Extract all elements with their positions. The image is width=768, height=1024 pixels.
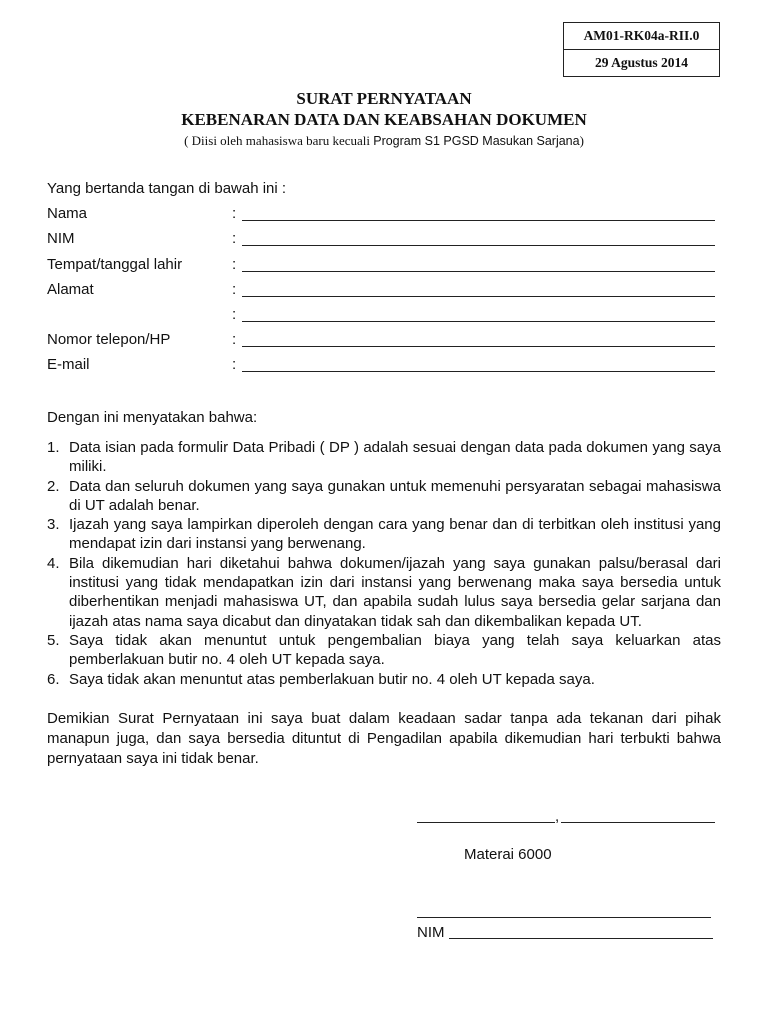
field-label: Nomor telepon/HP	[47, 331, 171, 348]
field-label: Nama	[47, 205, 88, 222]
field-alamat[interactable]	[47, 281, 717, 303]
statement-list	[47, 438, 721, 689]
item-text: Bila dikemudian hari diketahui bahwa dokumen/ijazah yang saya gunakan palsu/berasal dari institusi yang tidak mendapatkan izin dari instansi yang berwenang maka saya bersedia untuk diberhentikan menjadi mahasiswa UT, dan apabila sudah lulus saya bersedia gelar sarjana dan ijazah atas nama saya dicabut dan dinyatakan tidak sah dan dikembalikan kepada UT.	[69, 554, 721, 630]
item-text: Ijazah yang saya lampirkan diperoleh dengan cara yang benar dan di terbitkan oleh institusi yang mendapat izin dari instansi yang berwenang.	[69, 516, 721, 553]
signature-blank-line[interactable]	[417, 917, 711, 918]
item-text: Saya tidak akan menuntut untuk pengembalian biaya yang telah saya keluarkan atas pemberlakuan butir no. 4 oleh UT kepada saya.	[69, 631, 721, 669]
item-number: 4.	[47, 554, 60, 572]
field-colon: :	[232, 306, 237, 323]
field-colon: :	[232, 356, 237, 373]
list-item	[47, 477, 721, 516]
field-label: E-mail	[47, 356, 90, 373]
item-number: 3.	[47, 516, 60, 534]
item-text: Saya tidak akan menuntut atas pemberlakuan butir no. 4 oleh UT kepada saya.	[69, 670, 595, 688]
field-colon: :	[232, 331, 237, 348]
title-subtitle	[0, 130, 768, 152]
place-date-separator: ,	[555, 808, 560, 825]
item-number: 6.	[47, 670, 60, 688]
list-item	[47, 631, 721, 670]
field-label: NIM	[47, 230, 75, 247]
field-blank-line[interactable]	[242, 220, 715, 221]
field-nama[interactable]	[47, 205, 717, 227]
list-item	[47, 554, 721, 631]
field-blank-line[interactable]	[242, 346, 715, 347]
field-blank-line[interactable]	[242, 271, 715, 272]
nim-label: NIM	[417, 924, 445, 941]
place-blank-line[interactable]	[417, 822, 555, 823]
document-title	[0, 88, 768, 152]
subtitle-open: ( Diisi oleh mahasiswa baru kecuali	[184, 133, 374, 148]
item-number: 1.	[47, 439, 60, 456]
field-colon: :	[232, 205, 237, 222]
field-colon: :	[232, 256, 237, 273]
field-label: Tempat/tanggal lahir	[47, 256, 183, 273]
field-colon: :	[232, 230, 237, 247]
list-item	[47, 670, 721, 689]
nim-blank-line[interactable]	[449, 938, 713, 939]
form-code-box	[563, 22, 720, 77]
field-nomor-telepon[interactable]	[47, 331, 717, 353]
field-tempat-tanggal-lahir[interactable]	[47, 256, 717, 278]
item-number: 2.	[47, 477, 60, 495]
field-blank-line[interactable]	[242, 321, 715, 322]
declaration-intro: Dengan ini menyatakan bahwa:	[47, 409, 258, 426]
field-blank-line[interactable]	[242, 245, 715, 246]
date-blank-line[interactable]	[561, 822, 715, 823]
subtitle-program: Program S1 PGSD Masukan Sarjana	[373, 134, 580, 148]
item-number: 5.	[47, 631, 60, 649]
subtitle-close: )	[579, 133, 584, 148]
item-text: Data isian pada formulir Data Pribadi ( DP ) adalah sesuai dengan data pada dokumen yang saya miliki.	[69, 439, 721, 476]
stamp-label: Materai 6000	[464, 846, 552, 863]
field-colon: :	[232, 281, 237, 298]
field-label: Alamat	[47, 281, 94, 298]
list-item	[47, 515, 721, 554]
field-blank-line[interactable]	[242, 296, 715, 297]
closing-paragraph: Demikian Surat Pernyataan ini saya buat dalam keadaan sadar tanpa ada tekanan dari pihak manapun juga, dan saya bersedia dituntut di Pengadilan apabila dikemudian hari terbukti bahwa pernyataan saya ini tidak benar.	[47, 710, 721, 767]
title-line-1: SURAT PERNYATAAN	[296, 89, 472, 108]
list-item	[47, 438, 721, 477]
form-date: 29 Agustus 2014	[564, 49, 719, 76]
intro-text: Yang bertanda tangan di bawah ini :	[47, 180, 287, 197]
title-line-2: KEBENARAN DATA DAN KEABSAHAN DOKUMEN	[181, 110, 587, 129]
field-email[interactable]	[47, 356, 717, 378]
field-nim[interactable]	[47, 230, 717, 252]
form-code: AM01-RK04a-RII.0	[583, 28, 700, 43]
field-alamat-continued[interactable]	[47, 306, 717, 328]
field-blank-line[interactable]	[242, 371, 715, 372]
item-text: Data dan seluruh dokumen yang saya gunakan untuk memenuhi persyaratan sebagai mahasiswa di UT adalah benar.	[69, 477, 721, 514]
